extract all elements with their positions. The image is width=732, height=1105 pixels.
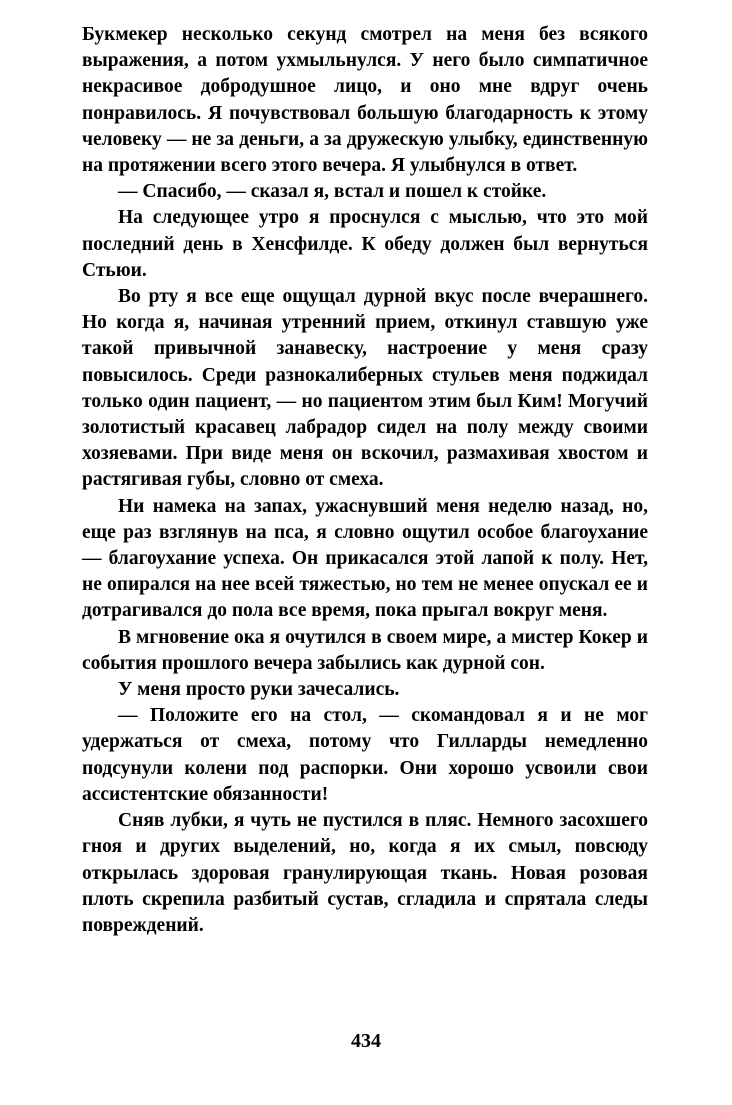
paragraph: У меня просто руки зачесались. — [118, 679, 400, 701]
page-number: 434 — [351, 1030, 381, 1052]
paragraph: На следующее утро я проснулся с мыслью, что это мой последний день в Хенсфилде. К обеду должен был вернуться Стьюи. — [82, 207, 648, 281]
paragraph: — Положите его на стол, — скомандовал я и не мог удержаться от смеха, потому что Гилларды немедленно подсунули колени под распорки. Они хорошо усвоили свои ассистентские обязанности! — [82, 705, 648, 805]
paragraph: Букмекер несколько секунд смотрел на меня без всякого выражения, а потом ухмыльнулся. У него было симпатичное некрасивое добродушное лицо, и оно мне вдруг очень понравилось. Я почувствовал большую благодарность к этому человеку — не за деньги, а за дружескую улыбку, единственную на протяжении всего этого вечера. Я улыбнулся в ответ. — [82, 24, 648, 177]
paragraph: — Спасибо, — сказал я, встал и пошел к стойке. — [118, 181, 547, 203]
book-page-text — [82, 22, 648, 939]
paragraph: Ни намека на запах, ужаснувший меня неделю назад, но, еще раз взглянув на пса, я словно ощутил особое благоухание — благоухание успеха. Он прикасался этой лапой к полу. Нет, не опирался на нее всей тяжестью, но тем не менее опускал ее и дотрагивался до пола все время, пока прыгал вокруг меня. — [82, 495, 648, 622]
paragraph: В мгновение ока я очутился в своем мире, а мистер Кокер и события прошлого вечера забылись как дурной сон. — [82, 626, 648, 674]
paragraph: Сняв лубки, я чуть не пустился в пляс. Немного засохшего гноя и других выделений, но, когда я их смыл, повсюду открылась здоровая гранулирующая ткань. Новая розовая плоть скрепила разбитый сустав, сгладила и спрятала следы повреждений. — [82, 810, 648, 936]
paragraph: Во рту я все еще ощущал дурной вкус после вчерашнего. Но когда я, начиная утренний прием, откинул ставшую уже такой привычной занавеску, настроение у меня сразу повысилось. Среди разнокалиберных стульев меня поджидал только один пациент, — но пациентом этим был Ким! Могучий золотистый красавец лабрадор сидел на полу между своими хозяевами. При виде меня он вскочил, размахивая хвостом и растягивая губы, словно от смеха. — [82, 286, 648, 491]
